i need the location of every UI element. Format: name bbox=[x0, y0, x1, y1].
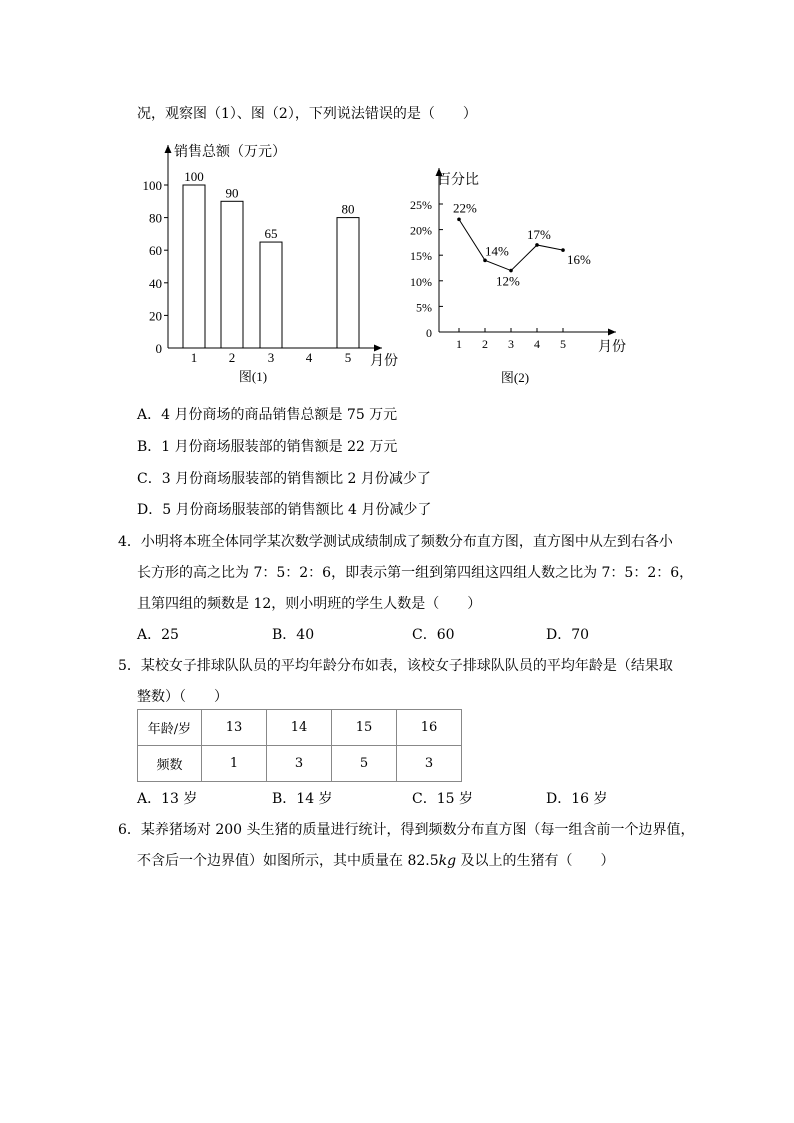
q4-option-c[interactable]: C．60 bbox=[412, 627, 455, 643]
q4-option-d[interactable]: D．70 bbox=[546, 627, 590, 643]
bar-chart-sales bbox=[140, 135, 410, 390]
x-tick-label: 1 bbox=[456, 337, 462, 351]
q6-unit-kg: kg bbox=[438, 853, 457, 869]
bar bbox=[221, 201, 243, 348]
y-axis-label: 百分比 bbox=[437, 173, 479, 188]
table-cell: 5 bbox=[332, 746, 397, 782]
table-cell: 3 bbox=[267, 746, 332, 782]
x-tick-label: 2 bbox=[228, 350, 236, 365]
x-tick-label: 3 bbox=[267, 350, 275, 365]
x-tick-label: 1 bbox=[190, 350, 198, 365]
y-tick-label: 40 bbox=[149, 275, 162, 291]
y-tick-label: 0 bbox=[155, 341, 162, 356]
q5-option-c[interactable]: C．15 岁 bbox=[412, 791, 473, 807]
bar bbox=[183, 185, 205, 348]
point-data-label: 16% bbox=[567, 252, 591, 268]
age-frequency-table bbox=[137, 709, 462, 782]
x-tick-label: 3 bbox=[508, 337, 514, 351]
table-cell: 15 bbox=[332, 710, 397, 746]
x-tick-label: 2 bbox=[482, 337, 488, 351]
q5-option-a[interactable]: A．13 岁 bbox=[137, 791, 198, 807]
y-tick-label: 5% bbox=[416, 300, 432, 315]
y-axis-label: 销售总额（万元） bbox=[174, 145, 286, 160]
data-point bbox=[561, 248, 565, 252]
point-data-label: 22% bbox=[453, 200, 477, 216]
q4-line-3: 且第四组的频数是 12，则小明班的学生人数是（ ） bbox=[137, 596, 482, 612]
y-tick-label: 100 bbox=[142, 178, 162, 193]
table-cell: 13 bbox=[202, 710, 267, 746]
q4-line-1: 4．小明将本班全体同学某次数学测试成绩制成了频数分布直方图，直方图中从左到右各小 bbox=[118, 534, 673, 550]
q6-line-2-tail: 及以上的生猪有（ ） bbox=[456, 853, 615, 869]
y-axis-arrow bbox=[165, 145, 172, 153]
y-tick-label: 15% bbox=[410, 249, 432, 264]
q5-option-d[interactable]: D．16 岁 bbox=[546, 791, 608, 807]
point-data-label: 17% bbox=[527, 226, 551, 242]
q6-line-1: 6．某养猪场对 200 头生猪的质量进行统计，得到频数分布直方图（每一组含前一个边界值， bbox=[118, 822, 695, 838]
data-point bbox=[535, 243, 539, 247]
bar-data-label: 80 bbox=[341, 201, 355, 217]
q5-line-2: 整数）（ ） bbox=[137, 689, 228, 705]
y-tick-label: 10% bbox=[410, 274, 432, 289]
bar bbox=[337, 218, 359, 348]
q5-option-b[interactable]: B．14 岁 bbox=[272, 791, 333, 807]
y-tick-label: 20 bbox=[149, 308, 162, 324]
x-axis-arrow bbox=[608, 329, 616, 336]
table-row bbox=[138, 710, 462, 746]
chart-caption: 图(2) bbox=[500, 370, 530, 385]
bar-data-label: 100 bbox=[184, 169, 204, 184]
q4-option-b[interactable]: B．40 bbox=[272, 627, 315, 643]
q3-option-c[interactable]: C．3 月份商场服装部的销售额比 2 月份减少了 bbox=[137, 471, 431, 487]
x-axis-label: 月份 bbox=[370, 354, 398, 369]
bar-data-label: 90 bbox=[225, 185, 239, 201]
q3-option-d[interactable]: D．5 月份商场服装部的销售额比 4 月份减少了 bbox=[137, 502, 432, 518]
table-cell: 14 bbox=[267, 710, 332, 746]
q6-line-2 bbox=[137, 850, 615, 870]
x-tick-label: 5 bbox=[344, 350, 352, 365]
table-cell: 16 bbox=[397, 710, 462, 746]
x-tick-label: 4 bbox=[534, 337, 540, 351]
y-tick-label: 80 bbox=[149, 210, 162, 226]
point-data-label: 14% bbox=[485, 243, 509, 259]
data-point bbox=[509, 269, 513, 273]
y-tick-label: 20% bbox=[410, 223, 432, 238]
q4-line-2: 长方形的高之比为 7：5：2：6，即表示第一组到第四组这四组人数之比为 7：5：2：6， bbox=[137, 565, 694, 581]
q4-option-a[interactable]: A．25 bbox=[137, 627, 179, 643]
y-tick-label: 60 bbox=[149, 243, 162, 259]
table-cell: 3 bbox=[397, 746, 462, 782]
x-axis-arrow bbox=[374, 345, 382, 352]
point-data-label: 12% bbox=[496, 273, 520, 289]
table-cell: 1 bbox=[202, 746, 267, 782]
q5-line-1: 5．某校女子排球队队员的平均年龄分布如表，该校女子排球队队员的平均年龄是（结果取 bbox=[118, 658, 673, 674]
data-point bbox=[457, 218, 461, 222]
bar-data-label: 65 bbox=[264, 226, 278, 242]
line-chart-percent bbox=[410, 160, 635, 390]
table-row bbox=[138, 746, 462, 782]
x-axis-label: 月份 bbox=[598, 340, 626, 355]
data-point bbox=[483, 259, 487, 263]
chart-caption: 图(1) bbox=[238, 369, 268, 384]
q3-option-b[interactable]: B．1 月份商场服装部的销售额是 22 万元 bbox=[137, 439, 398, 455]
y-tick-label: 25% bbox=[410, 198, 432, 212]
table-cell-header: 年龄/岁 bbox=[138, 710, 202, 746]
q3-option-a[interactable]: A．4 月份商场的商品销售总额是 75 万元 bbox=[137, 407, 398, 423]
y-tick-label: 0 bbox=[426, 326, 432, 340]
q6-line-2-text: 不含后一个边界值）如图所示，其中质量在 82.5 bbox=[137, 853, 439, 869]
table-cell-header: 频数 bbox=[138, 746, 202, 782]
x-tick-label: 4 bbox=[305, 350, 313, 365]
x-tick-label: 5 bbox=[560, 337, 566, 351]
bar bbox=[260, 242, 282, 348]
q3-stem: 况，观察图（1）、图（2），下列说法错误的是（ ） bbox=[137, 106, 477, 122]
